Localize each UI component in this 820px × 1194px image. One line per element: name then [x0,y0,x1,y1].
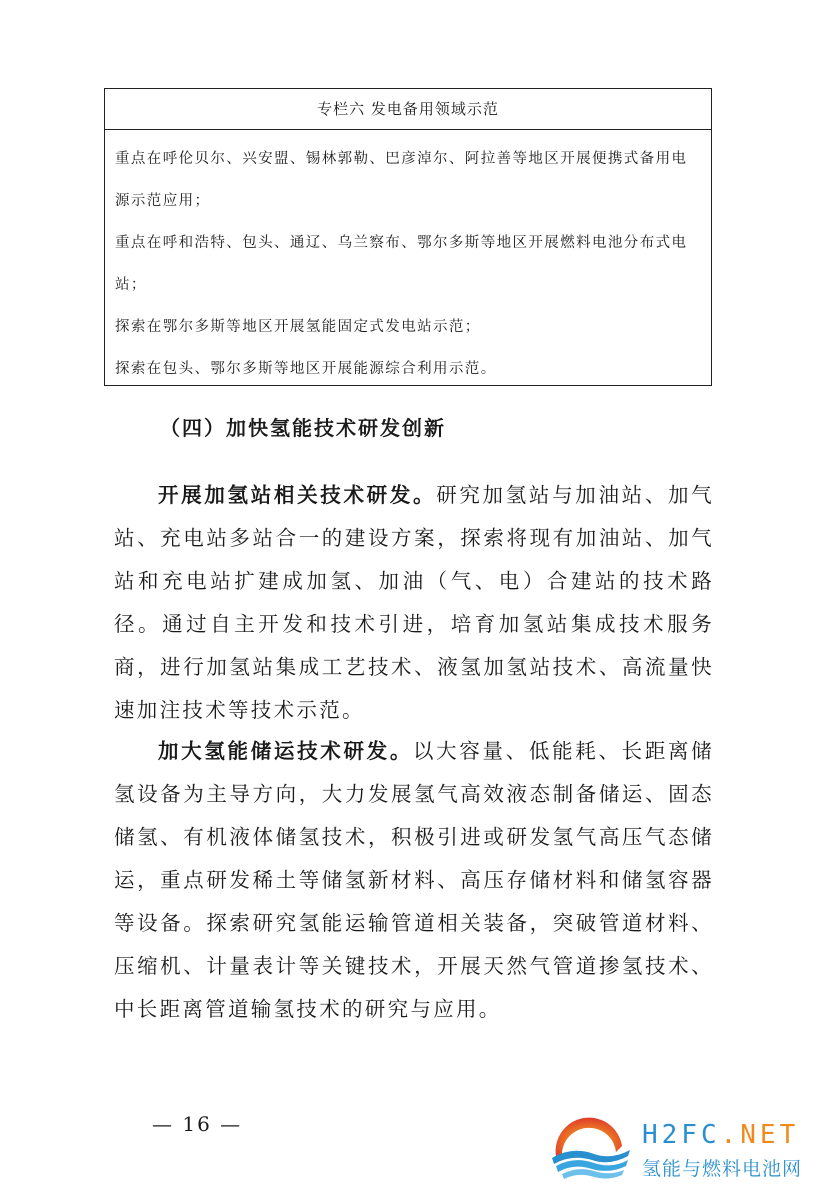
logo-chinese-name: 氢能与燃料电池网 [642,1158,803,1180]
column-item: 探索在鄂尔多斯等地区开展氢能固定式发电站示范； [115,319,481,335]
body-paragraph [114,474,714,732]
page-number: — 16 — [152,1112,243,1136]
column-box-items [105,130,711,390]
paragraph-body: 以大容量、低能耗、长距离储氢设备为主导方向，大力发展氢气高效液态制备储运、固态储氢、有机液体储氢技术，积极引进或研发氢气高压气态储运，重点研发稀土等储氢新材料、高压存储材料和储氢容器等设备。探索研究氢能运输管道相关装备，突破管道材料、压缩机、计量表计等关键技术，开展天然气管道掺氢技术、中长距离管道输氢技术的研究与应用。 [114,739,714,1021]
paragraph-lead: 加大氢能储运技术研发。 [158,739,413,763]
logo-wordmark [642,1120,799,1150]
site-logo[interactable] [546,1116,816,1188]
column-item: 重点在呼伦贝尔、兴安盟、锡林郭勒、巴彦淖尔、阿拉善等地区开展便携式备用电源示范应用； [115,151,688,209]
paragraph-lead: 开展加氢站相关技术研发。 [158,483,437,507]
logo-wordmark-dot: . [720,1120,741,1150]
section-heading: （四）加快氢能技术研发创新 [160,416,446,440]
column-item: 探索在包头、鄂尔多斯等地区开展能源综合利用示范。 [115,361,497,377]
paragraph-body: 研究加氢站与加油站、加气站、充电站多站合一的建设方案，探索将现有加油站、加气站和充电站扩建成加氢、加油（气、电）合建站的技术路径。通过自主开发和技术引进，培育加氢站集成技术服务商，进行加氢站集成工艺技术、液氢加氢站技术、高流量快速加注技术等技术示范。 [114,483,714,722]
column-box-title: 专栏六 发电备用领域示范 [105,89,711,130]
column-box [104,88,712,386]
sun-wave-logo-icon [546,1116,634,1182]
body-paragraph [114,730,714,1031]
column-item: 重点在呼和浩特、包头、通辽、乌兰察布、鄂尔多斯等地区开展燃料电池分布式电站； [115,235,688,293]
logo-wordmark-tld: NET [740,1120,800,1150]
logo-wordmark-main: H2FC [642,1120,721,1150]
